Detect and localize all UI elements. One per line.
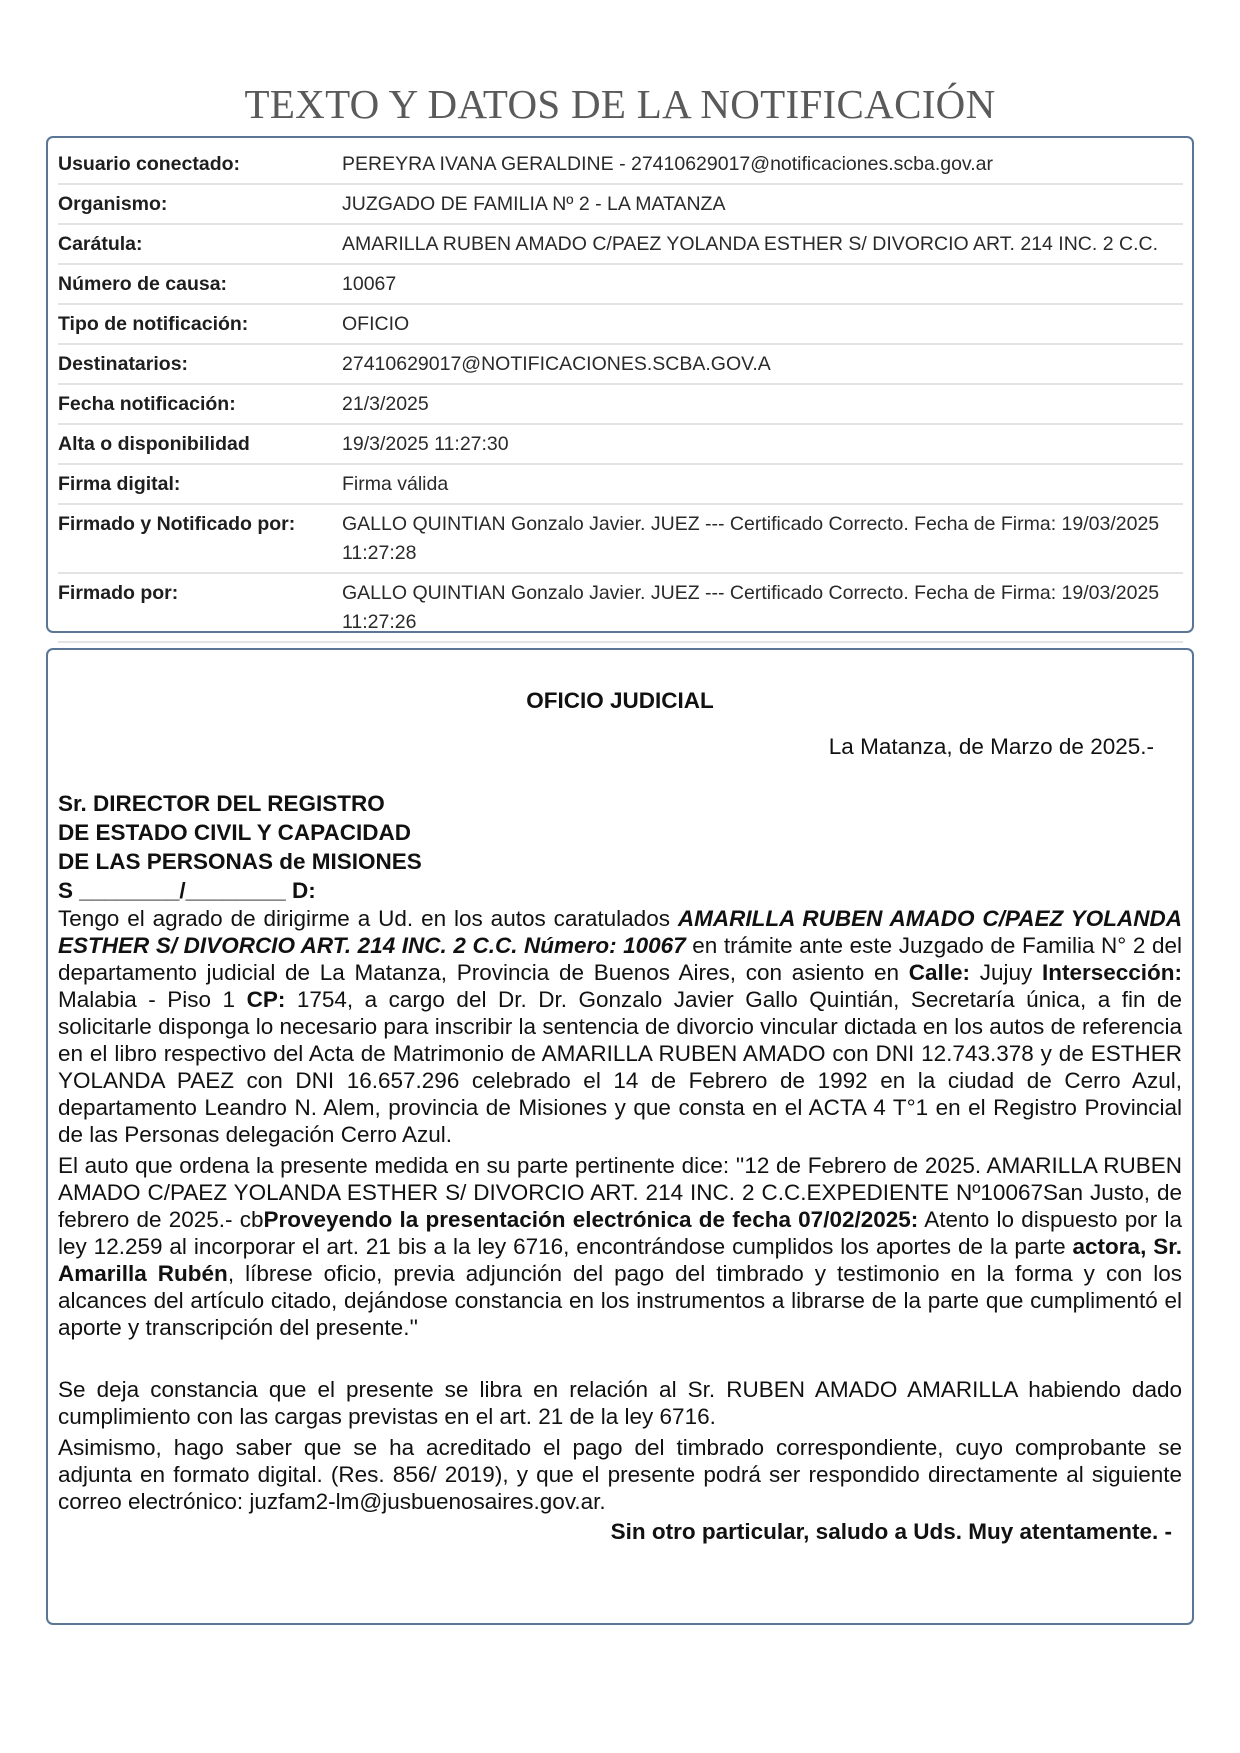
meta-row-numero-causa: [58, 265, 1183, 305]
meta-row-organismo: [58, 185, 1183, 225]
text-run: Tengo el agrado de dirigirme a Ud. en los autos caratulados: [58, 906, 678, 931]
meta-value: 21/3/2025: [342, 393, 429, 415]
meta-row-firmado-por: [58, 574, 1183, 643]
bold-run: actora, Sr. Amarilla Rubén: [58, 1234, 1183, 1286]
addressee-line: Sr. DIRECTOR DEL REGISTRO: [58, 791, 385, 816]
document-body-panel: [46, 648, 1194, 1625]
addressee-line: DE LAS PERSONAS de MISIONES: [58, 849, 422, 874]
label-cp: CP:: [246, 987, 286, 1012]
text-run: 1754, a cargo del Dr. Dr. Gonzalo Javier Gallo Quintián, Secretaría única, a fin de solicitarle disponga lo necesario para inscribir la sentencia de divorcio vincular dictada en los autos de referencia en el libro respectivo del Acta de Matrimonio de AMARILLA RUBEN AMADO con DNI 12.743.378 y de ESTHER YOLANDA PAEZ con DNI 16.657.296 celebrado el 14 de Febrero de 1992 en la ciudad de Cerro Azul, departamento Leandro N. Alem, provincia de Misiones y que consta en el ACTA 4 T°1 en el Registro Provincial de las Personas delegación Cerro Azul.: [58, 987, 1182, 1147]
page-title: TEXTO Y DATOS DE LA NOTIFICACIÓN: [244, 81, 996, 127]
meta-label: Firma digital:: [58, 473, 181, 495]
meta-label: Usuario conectado:: [58, 153, 241, 175]
addressee-line: DE ESTADO CIVIL Y CAPACIDAD: [58, 820, 411, 845]
text-run: Atento lo dispuesto por la ley 12.259 al incorporar el art. 21 bis a la ley 6716, encontrándose cumplidos los aportes de la parte: [58, 1207, 1182, 1259]
addressee-line: S ________/________ D:: [58, 878, 316, 903]
meta-value: PEREYRA IVANA GERALDINE - 27410629017@notificaciones.scba.gov.ar: [342, 153, 993, 175]
meta-value: JUZGADO DE FAMILIA Nº 2 - LA MATANZA: [342, 193, 726, 215]
meta-row-firmado-notificado: [58, 505, 1183, 574]
meta-row-tipo-notificacion: [58, 305, 1183, 345]
document-title: OFICIO JUDICIAL: [526, 688, 714, 713]
meta-value: AMARILLA RUBEN AMADO C/PAEZ YOLANDA ESTHER S/ DIVORCIO ART. 214 INC. 2 C.C.: [342, 233, 1158, 255]
meta-row-alta: [58, 425, 1183, 465]
meta-value: 10067: [342, 273, 397, 295]
paragraph-asimismo: Asimismo, hago saber que se ha acreditado el pago del timbrado correspondiente, cuyo comprobante se adjunta en formato digital. (Res. 856/ 2019), y que el presente podrá ser respondido directamente al siguiente correo electrónico: juzfam2-lm@jusbuenosaires.gov.ar.: [58, 1435, 1182, 1514]
notification-metadata-panel: [46, 136, 1194, 633]
meta-label: Destinatarios:: [58, 353, 189, 375]
meta-label: Firmado por:: [58, 582, 179, 604]
meta-label: Organismo:: [58, 193, 168, 215]
meta-value: 19/3/2025 11:27:30: [342, 433, 509, 455]
label-interseccion: Intersección:: [1041, 960, 1182, 985]
meta-row-destinatarios: [58, 345, 1183, 385]
meta-row-caratula: [58, 225, 1183, 265]
meta-value: OFICIO: [342, 313, 410, 335]
meta-label: Fecha notificación:: [58, 393, 236, 415]
bold-run: Proveyendo la presentación electrónica de fecha 07/02/2025:: [263, 1207, 919, 1232]
text-run: Jujuy: [970, 960, 1042, 985]
label-calle: Calle:: [908, 960, 970, 985]
text-run: , líbrese oficio, previa adjunción del pago del timbrado y testimonio en la forma y con los alcances del artículo citado, dejándose constancia en los instrumentos a librarse de la parte que cumplimentó el aporte y transcripción del presente.'': [58, 1261, 1182, 1340]
meta-value: 27410629017@NOTIFICACIONES.SCBA.GOV.A: [342, 353, 771, 375]
meta-label: Carátula:: [58, 233, 143, 255]
meta-row-fecha-notificacion: [58, 385, 1183, 425]
meta-label: Tipo de notificación:: [58, 313, 249, 335]
meta-row-usuario: [58, 145, 1183, 185]
text-run: Malabia - Piso 1: [58, 987, 247, 1012]
text-run: en trámite ante este Juzgado de Familia N° 2 del departamento judicial de La Matanza, Provincia de Buenos Aires, con asiento en: [58, 933, 1182, 985]
meta-label: Número de causa:: [58, 273, 228, 295]
closing-line: Sin otro particular, saludo a Uds. Muy atentamente. -: [610, 1519, 1172, 1544]
meta-label: Alta o disponibilidad: [58, 433, 250, 455]
paragraph-intro: [58, 905, 1182, 1148]
document-date: La Matanza, de Marzo de 2025.-: [828, 734, 1154, 759]
meta-row-firma-digital: [58, 465, 1183, 505]
meta-value: GALLO QUINTIAN Gonzalo Javier. JUEZ --- Certificado Correcto. Fecha de Firma: 19/03/2025 11:27:26: [342, 582, 1160, 633]
paragraph-constancia: Se deja constancia que el presente se libra en relación al Sr. RUBEN AMADO AMARILLA habiendo dado cumplimiento con las cargas previstas en el art. 21 de la ley 6716.: [58, 1377, 1182, 1429]
meta-label: Firmado y Notificado por:: [58, 513, 296, 535]
text-run: El auto que ordena la presente medida en su parte pertinente dice: ''12 de Febrero de 2025. AMARILLA RUBEN AMADO C/PAEZ YOLANDA ESTHER S/ DIVORCIO ART. 214 INC. 2 C.C.EXPEDIENTE Nº10067San Justo, de febrero de 2025.- cb: [58, 1153, 1182, 1232]
case-title-emphasis: AMARILLA RUBEN AMADO C/PAEZ YOLANDA ESTHER S/ DIVORCIO ART. 214 INC. 2 C.C. Número: 10067: [58, 906, 1182, 958]
meta-value: Firma válida: [342, 473, 449, 495]
meta-value: GALLO QUINTIAN Gonzalo Javier. JUEZ --- Certificado Correcto. Fecha de Firma: 19/03/2025 11:27:28: [342, 513, 1160, 564]
addressee-block: [58, 789, 1182, 905]
paragraph-auto: [58, 1152, 1182, 1341]
